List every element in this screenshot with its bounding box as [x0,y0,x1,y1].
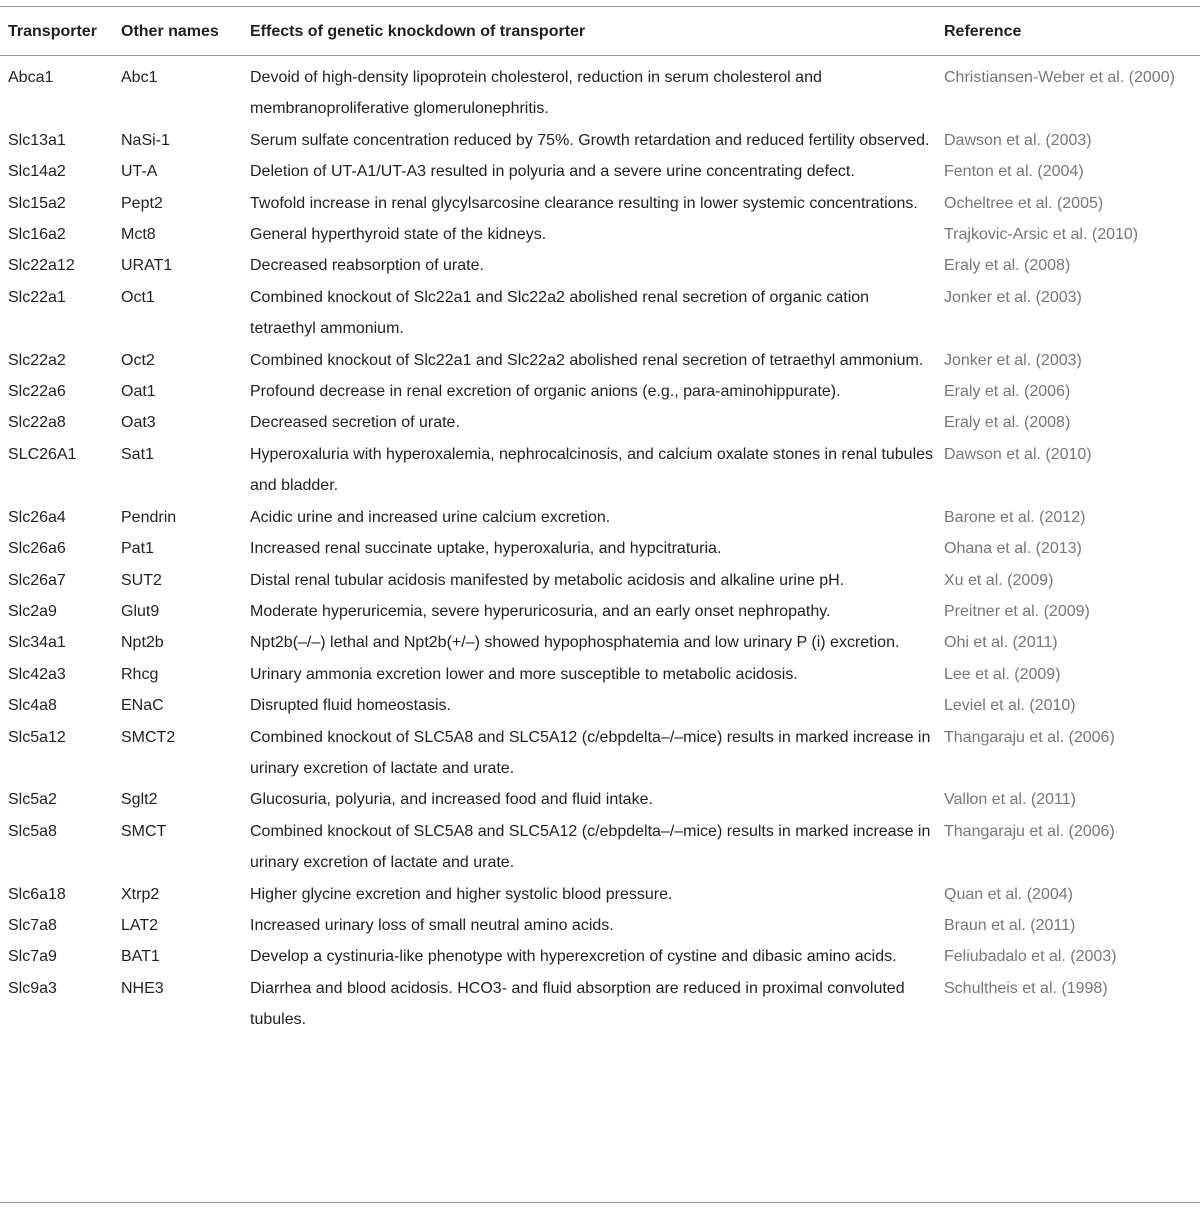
cell-other-names: Oat3 [121,414,156,432]
cell-transporter: Slc26a6 [8,540,66,558]
cell-effect: Higher glycine excretion and higher systolic blood pressure. [250,885,673,903]
table-row [0,188,1200,219]
cell-other-names: URAT1 [121,257,173,275]
cell-reference: Ocheltree et al. (2005) [944,194,1104,212]
cell-reference: Vallon et al. (2011) [944,791,1076,809]
cell-reference: Eraly et al. (2006) [944,383,1071,401]
cell-reference: Jonker et al. (2003) [944,351,1082,369]
table-row [0,879,1200,910]
cell-transporter: Slc9a3 [8,979,57,997]
cell-reference: Jonker et al. (2003) [944,288,1082,306]
cell-other-names: SMCT2 [121,728,176,746]
cell-reference: Feliubadalo et al. (2003) [944,948,1117,966]
cell-other-names: Oat1 [121,383,156,401]
cell-other-names: Sat1 [121,445,154,463]
cell-effect: Serum sulfate concentration reduced by 75%. Growth retardation and reduced fertility observed. [250,131,930,149]
cell-transporter: Slc7a8 [8,916,57,934]
cell-other-names: NHE3 [121,979,164,997]
cell-effect: Distal renal tubular acidosis manifested by metabolic acidosis and alkaline urine pH. [250,571,845,589]
cell-other-names: NaSi-1 [121,131,170,149]
cell-other-names: Glut9 [121,602,160,620]
cell-reference: Barone et al. (2012) [944,508,1086,526]
cell-reference: Trajkovic-Arsic et al. (2010) [944,226,1139,244]
table-row [0,565,1200,596]
table-row [0,345,1200,376]
header-other-names: Other names [121,23,219,40]
cell-transporter: Slc2a9 [8,602,57,620]
cell-transporter: Slc5a8 [8,822,57,840]
cell-other-names: Npt2b [121,634,164,652]
cell-reference: Braun et al. (2011) [944,916,1076,934]
cell-reference: Lee et al. (2009) [944,665,1061,683]
cell-other-names: SMCT [121,822,167,840]
cell-other-names: Mct8 [121,226,156,244]
cell-reference: Eraly et al. (2008) [944,414,1071,432]
table-row [0,690,1200,721]
cell-effect: Deletion of UT-A1/UT-A3 resulted in polyuria and a severe urine concentrating defect. [250,163,855,181]
cell-other-names: Pept2 [121,194,163,212]
table-row [0,973,1200,1044]
cell-transporter: Slc6a18 [8,885,66,903]
cell-reference: Ohi et al. (2011) [944,634,1058,652]
table-row [0,502,1200,533]
cell-transporter: Slc26a7 [8,571,66,589]
cell-effect: Urinary ammonia excretion lower and more susceptible to metabolic acidosis. [250,665,798,683]
table-row [0,596,1200,627]
cell-transporter: Slc5a12 [8,728,66,746]
cell-effect: Combined knockout of Slc22a1 and Slc22a2 abolished renal secretion of tetraethyl ammonium. [250,351,924,369]
table-row [0,282,1200,345]
cell-other-names: ENaC [121,697,164,715]
header-transporter: Transporter [8,23,97,40]
table-row [0,533,1200,564]
cell-effect: Decreased secretion of urate. [250,414,460,432]
cell-effect: Develop a cystinuria-like phenotype with hyperexcretion of cystine and dibasic amino acids. [250,948,897,966]
cell-reference: Quan et al. (2004) [944,885,1073,903]
table-header [0,7,1200,56]
table-row [0,156,1200,187]
cell-transporter: Slc13a1 [8,131,66,149]
cell-reference: Dawson et al. (2010) [944,445,1092,463]
cell-other-names: Abc1 [121,69,158,86]
cell-reference: Fenton et al. (2004) [944,163,1084,181]
table-row [0,784,1200,815]
cell-transporter: SLC26A1 [8,445,77,463]
cell-transporter: Slc42a3 [8,665,66,683]
cell-effect: Profound decrease in renal excretion of organic anions (e.g., para-aminohippurate). [250,383,841,401]
cell-other-names: LAT2 [121,916,159,934]
cell-other-names: BAT1 [121,948,160,966]
cell-reference: Thangaraju et al. (2006) [944,822,1115,840]
cell-reference: Preitner et al. (2009) [944,602,1090,620]
cell-effect: Disrupted fluid homeostasis. [250,697,451,715]
cell-reference: Leviel et al. (2010) [944,697,1076,715]
cell-reference: Dawson et al. (2003) [944,131,1092,149]
cell-effect: Acidic urine and increased urine calcium excretion. [250,508,611,526]
cell-other-names: SUT2 [121,571,162,589]
cell-transporter: Slc26a4 [8,508,66,526]
cell-effect: Decreased reabsorption of urate. [250,257,484,275]
cell-effect: Combined knockout of SLC5A8 and SLC5A12 (c/ebpdelta–/–mice) results in marked increase in urinary excretion of lactate and urate. [250,728,931,777]
cell-effect: General hyperthyroid state of the kidneys. [250,226,547,244]
cell-effect: Twofold increase in renal glycylsarcosine clearance resulting in lower systemic concentrations. [250,194,918,212]
table-body [0,56,1200,1044]
cell-effect: Npt2b(–/–) lethal and Npt2b(+/–) showed hypophosphatemia and low urinary P (i) excretion. [250,634,900,652]
cell-effect: Moderate hyperuricemia, severe hyperuricosuria, and an early onset nephropathy. [250,602,831,620]
table-row [0,219,1200,250]
cell-other-names: Pat1 [121,540,154,558]
table-row [0,125,1200,156]
cell-effect: Glucosuria, polyuria, and increased food and fluid intake. [250,791,653,809]
cell-transporter: Slc15a2 [8,194,66,212]
cell-effect: Devoid of high-density lipoprotein cholesterol, reduction in serum cholesterol and membranoproliferative glomerulonephritis. [250,69,822,118]
cell-transporter: Slc7a9 [8,948,57,966]
cell-other-names: Oct2 [121,351,155,369]
cell-reference: Xu et al. (2009) [944,571,1054,589]
cell-transporter: Slc22a12 [8,257,75,275]
cell-other-names: Xtrp2 [121,885,160,903]
cell-transporter: Slc22a2 [8,351,66,369]
header-row [0,7,1200,56]
cell-other-names: Oct1 [121,288,155,306]
cell-reference: Christiansen-Weber et al. (2000) [944,69,1175,86]
table-row [0,910,1200,941]
table-row [0,250,1200,281]
cell-effect: Combined knockout of SLC5A8 and SLC5A12 (c/ebpdelta–/–mice) results in marked increase in urinary excretion of lactate and urate. [250,822,931,872]
cell-effect: Hyperoxaluria with hyperoxalemia, nephrocalcinosis, and calcium oxalate stones in renal tubules and bladder. [250,445,934,495]
cell-effect: Increased renal succinate uptake, hyperoxaluria, and hypcitraturia. [250,540,722,558]
table-row [0,376,1200,407]
table-row [0,407,1200,438]
cell-other-names: UT-A [121,163,158,181]
cell-transporter: Slc14a2 [8,163,66,181]
header-reference: Reference [944,23,1022,40]
table-row [0,722,1200,785]
knockdown-table [0,6,1200,1044]
cell-reference: Schultheis et al. (1998) [944,979,1108,997]
cell-other-names: Sglt2 [121,791,158,809]
header-effects: Effects of genetic knockdown of transporter [250,23,586,40]
knockdown-table-container [0,6,1200,1044]
cell-other-names: Pendrin [121,508,177,526]
cell-reference: Eraly et al. (2008) [944,257,1071,275]
cell-effect: Diarrhea and blood acidosis. HCO3- and fluid absorption are reduced in proximal convoluted tubules. [250,979,905,1029]
cell-transporter: Slc5a2 [8,791,57,809]
cell-transporter: Slc4a8 [8,697,57,715]
table-row [0,816,1200,879]
cell-effect: Increased urinary loss of small neutral amino acids. [250,916,614,934]
cell-transporter: Abca1 [8,69,54,86]
cell-transporter: Slc22a8 [8,414,66,432]
cell-transporter: Slc22a6 [8,383,66,401]
cell-transporter: Slc16a2 [8,226,66,244]
table-row [0,659,1200,690]
cell-transporter: Slc22a1 [8,288,66,306]
table-row [0,941,1200,972]
table-row [0,56,1200,125]
cell-reference: Ohana et al. (2013) [944,540,1082,558]
cell-transporter: Slc34a1 [8,634,66,652]
cell-other-names: Rhcg [121,665,159,683]
cell-reference: Thangaraju et al. (2006) [944,728,1115,746]
table-row [0,627,1200,658]
bottom-rule [0,1202,1200,1203]
table-row [0,439,1200,502]
cell-effect: Combined knockout of Slc22a1 and Slc22a2 abolished renal secretion of organic cation tetraethyl ammonium. [250,288,870,338]
